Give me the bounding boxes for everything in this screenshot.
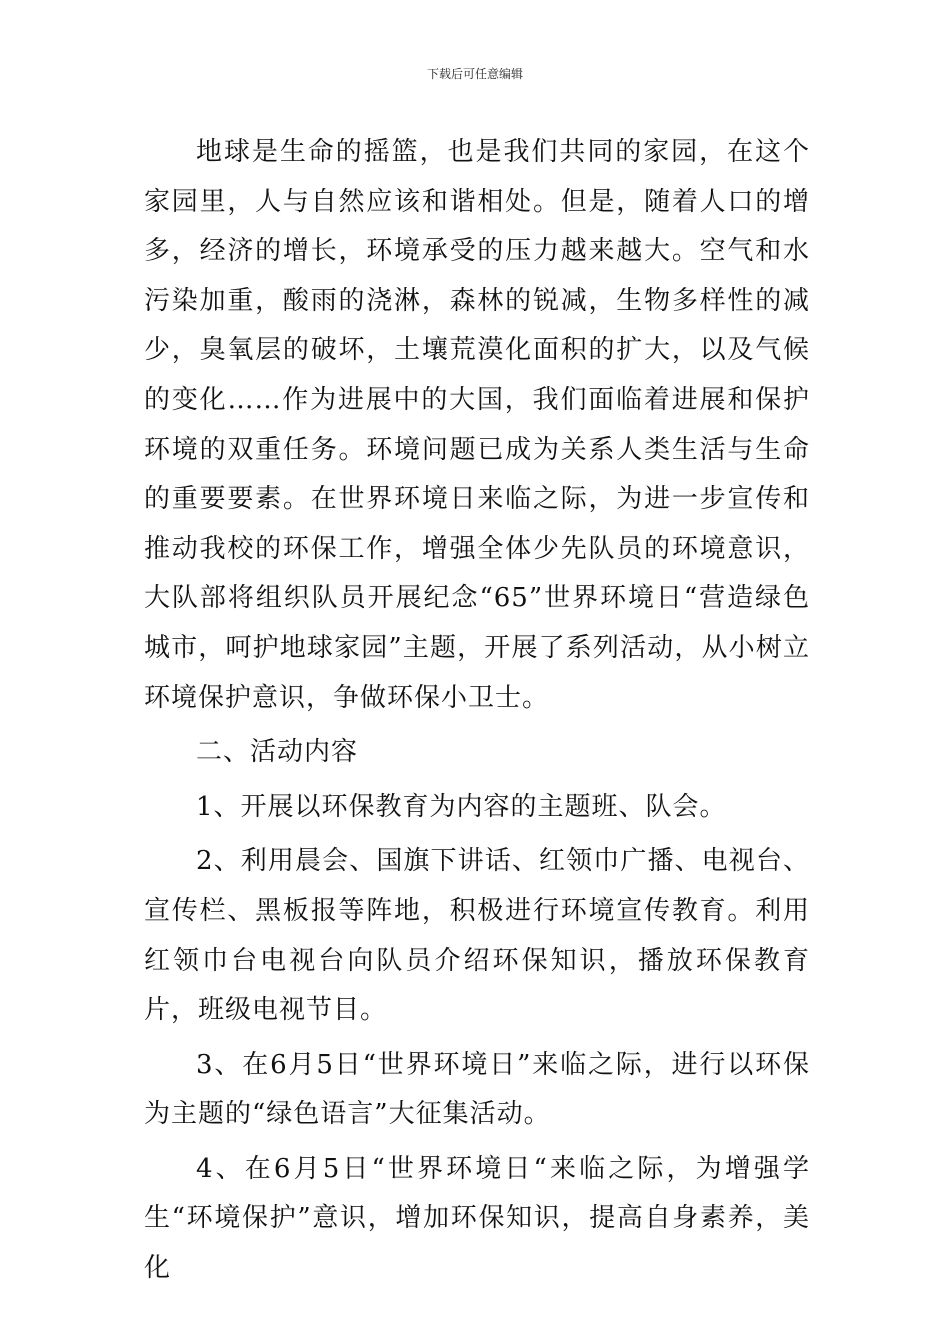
list-item-4: 4、在6月5日“世界环境日“来临之际，为增强学生“环境保护”意识，增加环保知识，提高自身素养，美化 [144, 1153, 810, 1284]
list-item-1: 1、开展以环保教育为内容的主题班、队会。 [196, 791, 727, 822]
list-item-2: 2、利用晨会、国旗下讲话、红领巾广播、电视台、宣传栏、黑板报等阵地，积极进行环境宣传教育。利用红领巾台电视台向队员介绍环保知识，播放环保教育片，班级电视节目。 [144, 846, 810, 1026]
section-heading-activities: 二、活动内容 [196, 737, 359, 768]
page-header-note: 下载后可任意编辑 [426, 67, 523, 81]
paragraph-intro: 地球是生命的摇篮，也是我们共同的家园，在这个家园里，人与自然应该和谐相处。但是，随着人口的增多，经济的增长，环境承受的压力越来越大。空气和水污染加重，酸雨的浇淋，森林的锐减，生物多样性的减少，臭氧层的破坏，土壤荒漠化面积的扩大，以及气候的变化……作为进展中的大国，我们面临着进展和保护环境的双重任务。环境问题已成为关系人类生活与生命的重要要素。在世界环境日来临之际，为进一步宣传和推动我校的环保工作，增强全体少先队员的环境意识，大队部将组织队员开展纪念“65”世界环境日“营造绿色城市，呵护地球家园”主题，开展了系列活动，从小树立环境保护意识，争做环保小卫士。 [144, 137, 810, 713]
document-body [144, 128, 810, 1294]
list-item-3: 3、在6月5日“世界环境日”来临之际，进行以环保为主题的“绿色语言”大征集活动。 [144, 1049, 810, 1130]
